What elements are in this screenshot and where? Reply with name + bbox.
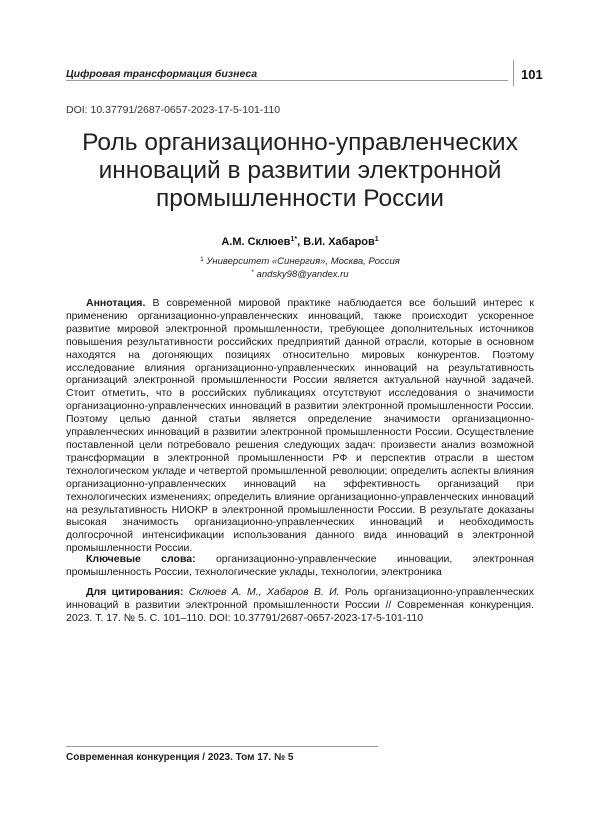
keywords-label: Ключевые слова: bbox=[86, 553, 196, 565]
abstract-label: Аннотация. bbox=[86, 297, 146, 309]
author-1: А.М. Склюев bbox=[221, 236, 291, 248]
page-number: 101 bbox=[521, 67, 543, 82]
affiliation-line bbox=[66, 256, 534, 267]
citation-text: Роль организационно-управленческих инноваций в развитии электронной промышленности России // Современная конкуренция. 2023. Т. 17. № 5. С. 101–110. DOI: 10.37791/2687-0657-2023-17-5-101-110 bbox=[66, 586, 535, 624]
doi-line: DOI: 10.37791/2687-0657-2023-17-5-101-110 bbox=[66, 104, 281, 116]
email-text: andsky98@yandex.ru bbox=[253, 269, 349, 280]
abstract-paragraph bbox=[66, 297, 534, 555]
keywords-text: организационно-управленческие инновации, электронная промышленность России, технологические уклады, технологии, электроника bbox=[66, 553, 534, 578]
author-1-sup: 1* bbox=[290, 236, 298, 243]
running-header-section: Цифровая трансформация бизнеса bbox=[66, 68, 258, 80]
footer-rule bbox=[66, 746, 378, 747]
authors-line bbox=[66, 236, 534, 248]
abstract-text: В современной мировой практике наблюдается все больший интерес к применению организационно-управленческих инноваций, также происходит ускоренное развитие мировой электронной промышленности, требующее дополнительных источников повышения результативности российских предприятий данной отрасли, которые в основном находятся на догоняющих позициях относительно мировых конкурентов. Поэтому исследование влияния организационно-управленческих инноваций на результативность организаций электронной промышленности России является актуальной научной задачей. Стоит отметить, что в российских публикациях отсутствуют исследования о значимости организационно-управленческих инноваций в развитии электронной промышленности России. Поэтому целью данной статьи является определение значимости организационно-управленческих инноваций в развитии электронной промышленности России. Осуществление поставленной цели потребовало решения следующих задач: произвести анализ возможной трансформации в электронной промышленности РФ и перспектив отрасли в шестом технологическом укладе и четвертой промышленной революции; определить аспекты влияния организационно-управленческих инноваций на эффективность организаций при технологических изменениях; определить влияние организационно-управленческих инноваций на результативность НИОКР в электронной промышленности России. В результате доказаны высокая значимость организационно-управленческих инноваций и необходимость долгосрочной интенсификации использования данного вида инноваций в электронной промышленности России. bbox=[66, 297, 534, 555]
author-2: В.И. Хабаров bbox=[303, 236, 375, 248]
citation-authors: Склюев А. М., Хабаров В. И. bbox=[183, 586, 340, 598]
citation-paragraph bbox=[66, 586, 534, 625]
email-sup: * bbox=[251, 269, 254, 276]
affiliation-sup: 1 bbox=[200, 256, 204, 263]
keywords-paragraph bbox=[66, 553, 534, 579]
email-line bbox=[66, 269, 534, 280]
footer-journal-info: Современная конкуренция / 2023. Том 17. № 5 bbox=[66, 752, 294, 763]
author-2-sup: 1 bbox=[374, 236, 379, 243]
header-rule bbox=[66, 80, 508, 81]
affiliation-text: Университет «Синергия», Москва, Россия bbox=[203, 256, 400, 267]
page-number-separator bbox=[513, 60, 514, 86]
citation-label: Для цитирования: bbox=[86, 586, 184, 598]
article-title: Роль организационно-управленческих инноваций в развитии электронной промышленности России bbox=[82, 129, 518, 212]
author-separator: , bbox=[297, 236, 304, 248]
